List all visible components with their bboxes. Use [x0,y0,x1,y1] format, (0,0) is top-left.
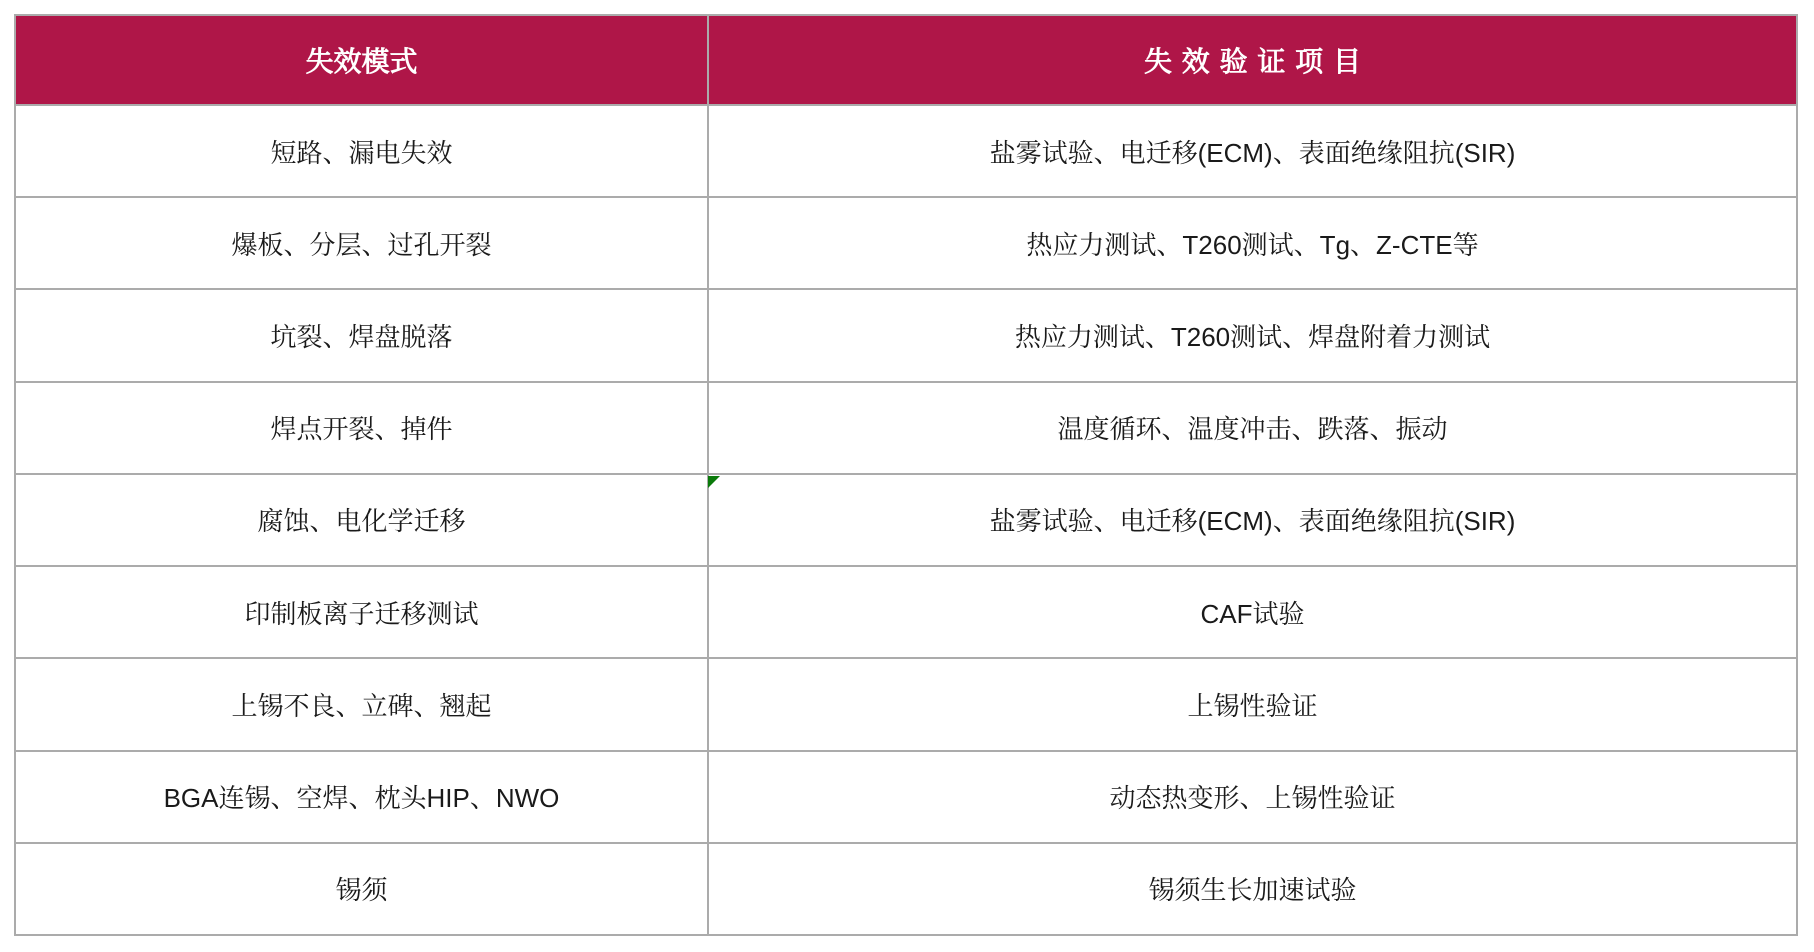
table-body [15,105,1797,935]
cell-verification: 温度循环、温度冲击、跌落、振动 [708,382,1797,474]
cell-verification: 盐雾试验、电迁移(ECM)、表面绝缘阻抗(SIR) [708,474,1797,566]
table-row [15,105,1797,197]
failure-verification-table [14,14,1798,936]
column-header-failure-mode: 失效模式 [15,15,708,105]
cell-failure-mode: 腐蚀、电化学迁移 [15,474,708,566]
cell-verification: 上锡性验证 [708,658,1797,750]
cell-failure-mode: 爆板、分层、过孔开裂 [15,197,708,289]
table-row [15,843,1797,935]
table-row [15,566,1797,658]
cell-failure-mode: 焊点开裂、掉件 [15,382,708,474]
table-row [15,382,1797,474]
column-header-verification-items: 失效验证项目 [708,15,1797,105]
cell-failure-mode: 坑裂、焊盘脱落 [15,289,708,381]
table-row [15,658,1797,750]
cell-verification: 热应力测试、T260测试、Tg、Z-CTE等 [708,197,1797,289]
cell-failure-mode: 短路、漏电失效 [15,105,708,197]
cell-verification: 锡须生长加速试验 [708,843,1797,935]
cell-verification: 热应力测试、T260测试、焊盘附着力测试 [708,289,1797,381]
table-row [15,197,1797,289]
table-row [15,474,1797,566]
table-row [15,751,1797,843]
header-row [15,15,1797,105]
cell-failure-mode: 上锡不良、立碑、翘起 [15,658,708,750]
cell-failure-mode: 锡须 [15,843,708,935]
table-header [15,15,1797,105]
cell-verification: 盐雾试验、电迁移(ECM)、表面绝缘阻抗(SIR) [708,105,1797,197]
cell-failure-mode: BGA连锡、空焊、枕头HIP、NWO [15,751,708,843]
cell-failure-mode: 印制板离子迁移测试 [15,566,708,658]
cell-verification: CAF试验 [708,566,1797,658]
failure-verification-table-wrap [14,14,1798,936]
cell-verification: 动态热变形、上锡性验证 [708,751,1797,843]
table-row [15,289,1797,381]
